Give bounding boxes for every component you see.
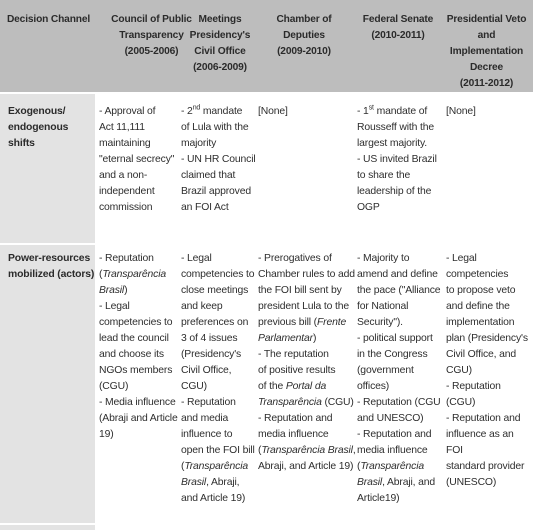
header-council: Council of Public Transparency (2005-2006) <box>111 14 192 57</box>
header-decision-channel: Decision Channel <box>6 14 91 25</box>
cell-power-meetings: - Legal competencies to close meetings and keep preferences on 3 of 4 issues (Presidency's Civil Office, CGU) - Reputation and media influence to open the FOI bill (Transparência Brasil, Abraji, and Article 19) <box>181 253 255 504</box>
cell-shifts-senate: - 1st mandate of Rousseff with the largest majority. - US invited Brazil to share the leadership of the OGP <box>357 104 437 213</box>
row-label-power: Power-resources mobilized (actors) <box>8 253 95 280</box>
cell-shifts-chamber: [None] <box>258 106 288 117</box>
cell-power-chamber: - Prerogatives of Chamber rules to add the FOI bill sent by president Lula to the previous bill (Frente Parlamentar) - The reputation of positive results of the Portal da Transparência (CGU) - Reputation and media influence (Transparência Brasil, Abraji, and Article 19) <box>258 253 356 472</box>
cell-power-council: - Reputation (Transparência Brasil) - Legal competencies to lead the council and choose its NGOs members (CGU) - Media influence (Abraji and Article 19) <box>99 253 178 440</box>
row-header-column <box>0 92 95 530</box>
cell-shifts-veto: [None] <box>446 106 476 117</box>
cell-power-veto: - Legal competencies to propose veto and define the implementation plan (Presidency's Civil Office, and CGU) - Reputation (CGU) - Reputation and influence as an FOI standard provider (UNESCO) <box>446 253 528 488</box>
row-divider <box>0 523 533 525</box>
header-veto: Presidential Veto and Implementation Decree (2011-2012) <box>446 14 527 89</box>
header-meetings: Meetings Presidency's Civil Office (2006-2009) <box>189 14 251 73</box>
header-chamber: Chamber of Deputies (2009-2010) <box>276 14 332 57</box>
row-divider <box>0 243 533 245</box>
header-senate: Federal Senate (2010-2011) <box>362 14 434 41</box>
cell-shifts-council: - Approval of Act 11,111 maintaining "eternal secrecy" and a non- independent commission <box>99 106 175 213</box>
row-label-shifts: Exogenous/ endogenous shifts <box>8 106 69 149</box>
cell-shifts-meetings: - 2nd mandate of Lula with the majority - UN HR Council claimed that Brazil approved an FOI Act <box>181 104 256 213</box>
row-divider <box>0 92 533 94</box>
cell-power-senate: - Majority to amend and define the pace ("Alliance for National Security"). - political support in the Congress (government offices) - Reputation (CGU and UNESCO) - Reputation and media influence (Transparência Brasil, Abraji, and Article19) <box>357 253 441 504</box>
